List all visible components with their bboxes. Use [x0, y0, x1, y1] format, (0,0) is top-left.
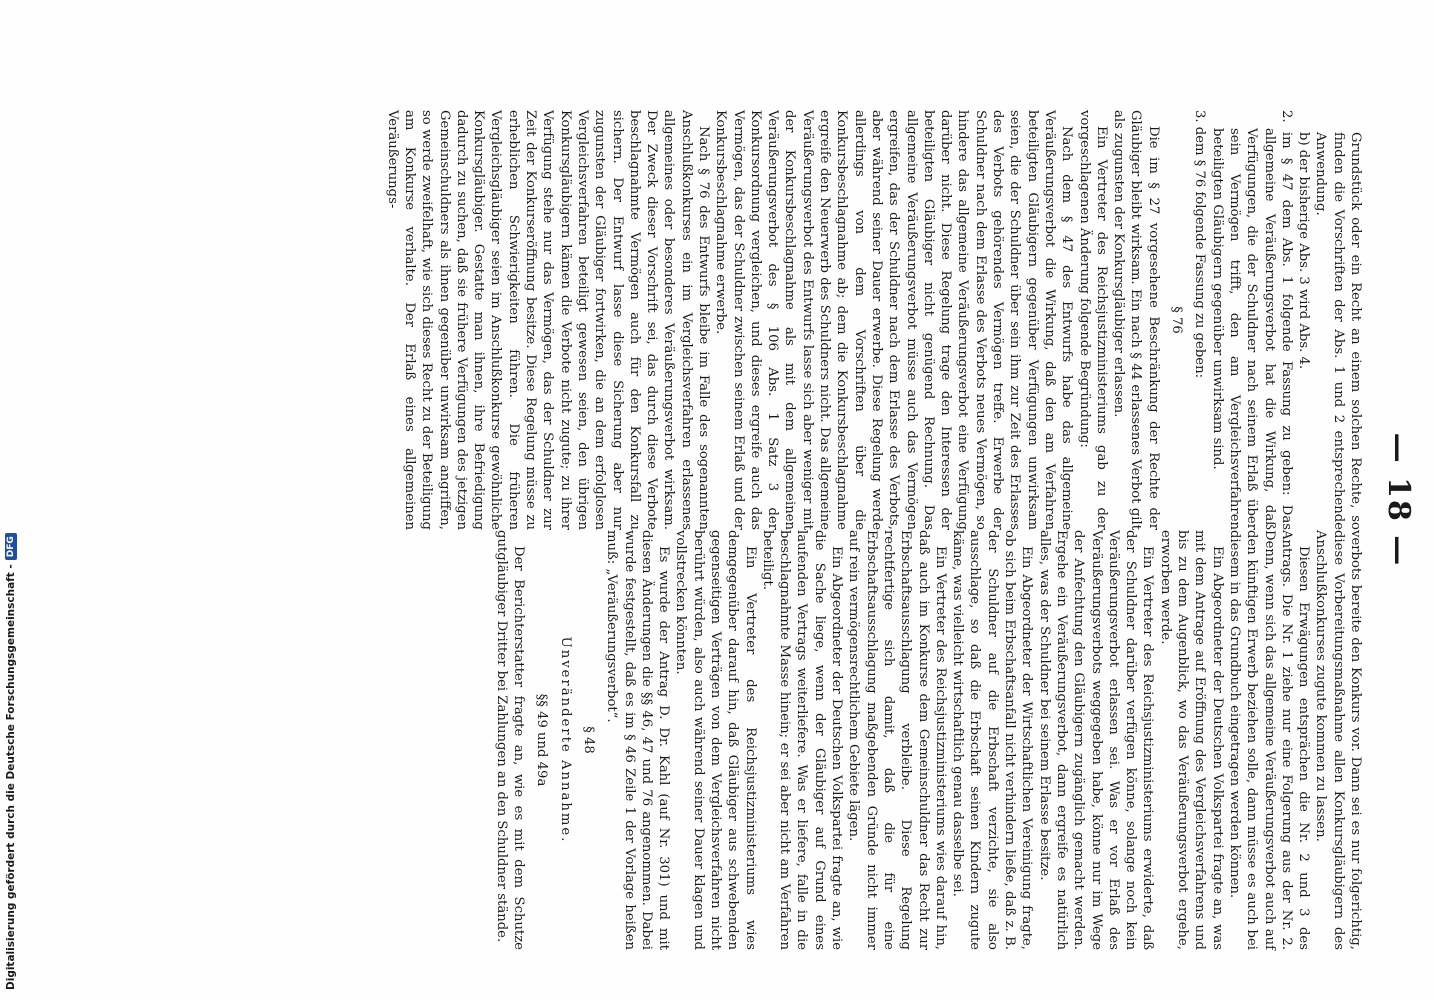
left-column [383, 110, 1364, 530]
list-item: 2. im § 47 dem Abs. 1 folgende Fassung zu geben: Das allgemeine Veräußerungsverbot hat die Wirkung, daß Verfügungen, die der Schuldner nach seinem Erlaß über sein Vermögen trifft, den am Vergleichsverfahren beteiligten Gläubigern gegenüber unwirksam sind. [1209, 110, 1294, 530]
section-heading: § 76 [1169, 306, 1185, 334]
paragraph: Nach dem § 47 des Entwurfs habe das allgemeine Veräußerungsverbot die Wirkung, daß den am Verfahren beteiligten Gläubigern gegenüber Verfügungen unwirksam seien, die der Schuldner über sein ihm zur Zeit des Erlasses des Verbots gehörendes Vermögen treffe. Erwerbe der Schuldner nach dem Erlasse des Verbots neues Vermögen, so hindere das allgemeine Veräußerungsverbot eine Verfügung darüber nicht. Diese Regelung trage den Interessen der beteiligten Gläubiger nicht genügend Rechnung. Das allgemeine Veräußerungsverbot müsse auch das Vermögen ergreifen, das der Schuldner nach dem Erlasse des Verbots, aber während seiner Dauer erwerbe. Diese Regelung werde allerdings von dem Vorschriften über die Konkursbeschlagnahme ab; dem die Konkursbeschlagnahme ergreife den Neuerwerb des Schuldners nicht. Das allgemeine Veräußerungsverbot des Entwurfs lasse sich aber weniger mit der Konkursbeschlagnahme als mit dem allgemeinen Veräußerungsverbot des § 106 Abs. 1 Satz 3 der Konkursordnung vergleichen, und dieses ergreife auch das Vermögen, das der Schuldner zwischen seinem Erlaß und der Konkursbeschlagnahme erwerbe. [713, 110, 1075, 530]
section-heading: §§ 49 und 49a [534, 693, 550, 787]
paragraph: Ein Vertreter des Reichsjustizministeriums wies demgegenüber darauf hin, daß Gläubiger aus schwebenden gegenseitigen Verträgen von dem Vergleichsverfahren nicht berührt würden, also auch während seiner Dauer klagen und vollstrecken könnten. [673, 530, 758, 950]
dfg-logo: DFG [5, 533, 17, 560]
paragraph: verbots bereite den Konkurs vor. Dann sei es nur folgerichtig, diese Vorbereitungsmaßnahme allen Konkursgläubigern des Anschlußkonkurses zugute kommen zu lassen. [1313, 530, 1363, 950]
paragraph: Ein Vertreter des Reichsjustizministeriums gab zu der vorgeschlagenen Änderung folgende Begründung: [1076, 110, 1109, 530]
paragraph: Ein Vertreter des Reichsjustizministeriums wies darauf hin, daß auch im Konkurse dem Gemeinschuldner das Recht zur Erbschaftsausschlagung verbleibe. Diese Regelung rechtfertige sich damit, daß die für eine Erbschaftsausschlagung maßgebenden Gründe nicht immer auf rein vermögensrechtlichem Gebiete lägen. [846, 530, 948, 950]
section-heading: § 48 [580, 726, 596, 754]
paragraph: Unveränderte Annahme. [557, 636, 573, 844]
right-column [492, 530, 1364, 950]
paragraph: Diesen Erwägungen entsprächen die Nr. 2 und 3 des Antrags. Die Nr. 1 ziehe nur eine Folgerung aus der Nr. 2. Denn, wenn sich das allgemeine Veräußerungsverbot auch auf den künftigen Erwerb beziehen solle, dann müsse es auch bei diesem in das Grundbuch eingetragen werden können. [1226, 530, 1312, 950]
list-item: b) der bisherige Abs. 3 wird Abs. 4. [1296, 132, 1312, 370]
credit-text: Digitalisierung gefördert durch die Deutsche Forschungsgemeinschaft - [5, 564, 17, 990]
paragraph: Der Berichterstatter fragte an, wie es mit dem Schutze gutgläubiger Dritter bei Zahlungen an den Schuldner stände. [493, 530, 527, 950]
paragraph: Grundstück oder ein Recht an einem solchen Rechte, so finden die Vorschriften der Abs. 1 und 2 entsprechende Anwendung. [1313, 132, 1363, 530]
digitization-credit [0, 0, 22, 1000]
paragraph: Ein Abgeordneter der Deutschen Volkspartei fragte an, was mit dem Antrage auf Eröffnung des Vergleichsverfahrens und bis zu dem Augenblick, wo das Veräußerungsverbot ergehe, erworben werde. [1157, 530, 1225, 950]
paragraph: Die im § 27 vorgesehene Beschränkung der Rechte der Gläubiger bleibt wirksam. Ein nach § 44 erlassenes Verbot gilt als zugunsten der Konkursgläubiger erlassen. [1111, 110, 1161, 530]
paragraph: Ein Abgeordneter der Deutschen Volkspartei fragte an, wie die Sache liege, wenn der Gläubiger auf Grund eines laufenden Vertrags weiterliefere. Was er liefere, falle in die beschlagnahmte Masse hinein; er sei aber nicht am Verfahren beteiligt. [759, 530, 845, 950]
paragraph: Ein Vertreter des Reichsjustizministeriums erwiderte, daß der Schuldner darüber verfügen könne, solange noch kein Veräußerungsverbot erlassen sei. Was er vor Erlaß des Veräußerungsverbots weggegeben habe, könne nur im Wege der Anfechtung den Gläubigern zugänglich gemacht werden. Ergehe ein Veräußerungsverbot, dann ergreife es natürlich alles, was der Schuldner bei seinem Erlasse besitze. [1036, 530, 1156, 950]
list-item: 3. dem § 76 folgende Fassung zu geben: [1192, 110, 1208, 379]
paragraph: Nach § 76 des Entwurfs bleibe im Falle des sogenannten Anschlußkonkurses ein im Vergleichsverfahren erlassenes allgemeines oder besonderes Veräußerungsverbot wirksam. Der Zweck dieser Vorschrift sei, das durch diese Verbote beschlagnahmte Vermögen auch für den Konkursfall zu sichern. Der Entwurf lasse diese Sicherung aber nur zugunsten der Gläubiger fortwirken, die an dem erfolglosen Vergleichsverfahren beteiligt gewesen seien, den übrigen Konkursgläubigern kämen die Verbote nicht zugute; zu ihrer Verfügung stehe nur das Vermögen, das der Schuldner zur Zeit der Konkurseröffnung besitze. Diese Regelung müsse zu erheblichen Schwierigkeiten führen. Die früheren Vergleichsgläubiger seien im Anschlußkonkurse gewöhnliche Konkursgläubiger. Gestatte man ihnen, ihre Befriedigung dadurch zu suchen, daß sie frühere Verfügungen des jetzigen Gemeinschuldners als ihnen gegenüber unwirksam angriffen, so werde zweifelhaft, wie sich dieses Recht zu der Beteiligung am Konkurse verhalte. Der Erlaß eines allgemeinen Veräußerungs- [384, 110, 712, 530]
paragraph: Es wurde der Antrag D. Dr. Kahl (auf Nr. 301) und mit diesen Änderungen die §§ 46, 47 und 76 angenommen. Dabei wurde festgestellt, daß es im § 46 Zeile 1 der Vorlage heißen muß: „Veräußerungsverbot“. [604, 530, 672, 950]
page-number: — 18 — [1381, 432, 1416, 568]
paragraph: Ein Abgeordneter der Wirtschaftlichen Vereinigung fragte, ob sich beim Erbschaftsanfall nicht verhindern ließe, daß z. B. der Schuldner auf die Erbschaft verzichte, sie also ausschlage, so daß die Erbschaft seinen Kindern zugute käme, was vielleicht wirtschaftlich genau dasselbe sei. [950, 530, 1035, 950]
